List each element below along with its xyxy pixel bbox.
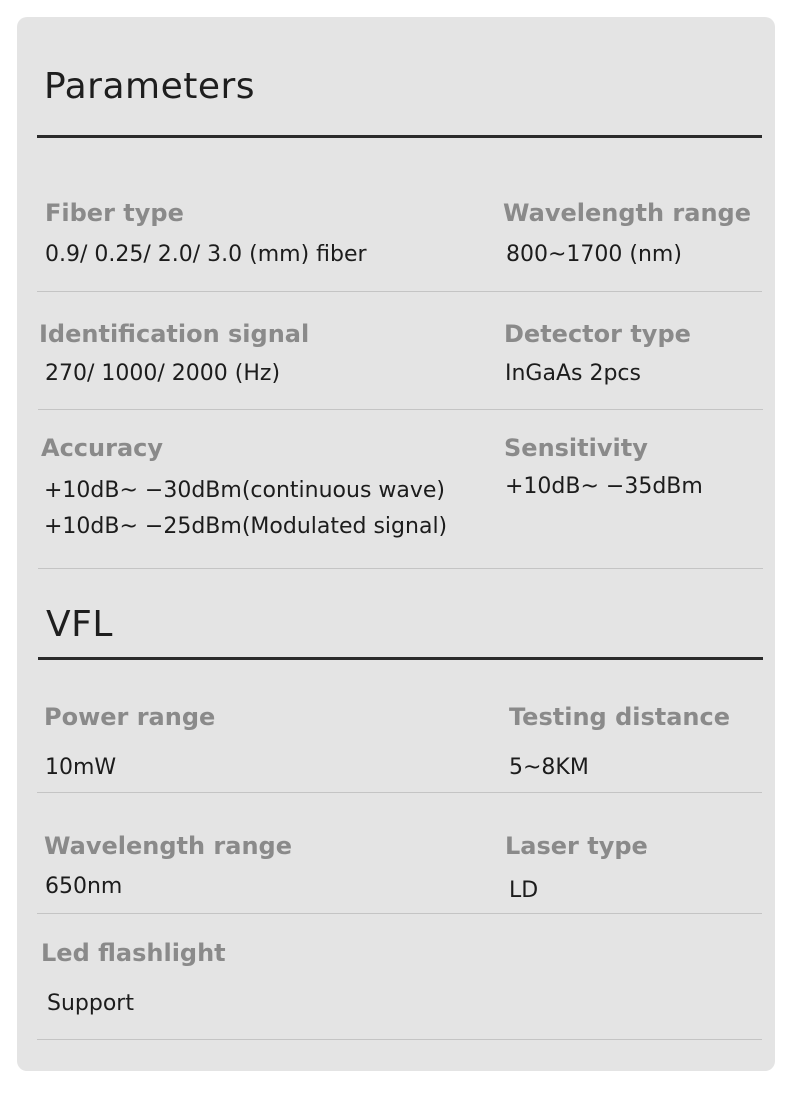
field-label-sensitivity: Sensitivity [504, 434, 648, 462]
field-value-led-flashlight: Support [47, 991, 134, 1016]
field-label-wavelength-range: Wavelength range [503, 199, 751, 227]
field-label-laser-type: Laser type [505, 832, 648, 860]
field-value-wavelength-range: 800~1700 (nm) [506, 242, 682, 267]
field-label-detector-type: Detector type [504, 320, 691, 348]
field-label-vfl-wavelength-range: Wavelength range [44, 832, 292, 860]
row-divider [37, 913, 762, 914]
row-divider [38, 568, 763, 569]
field-value-power-range: 10mW [45, 755, 117, 780]
row-divider [37, 1039, 762, 1040]
field-label-led-flashlight: Led flashlight [41, 939, 226, 967]
section-divider [37, 135, 762, 138]
field-value-identification-signal: 270/ 1000/ 2000 (Hz) [45, 361, 281, 386]
field-label-power-range: Power range [44, 703, 216, 731]
field-value-sensitivity: +10dB~ −35dBm [505, 474, 703, 499]
field-value-testing-distance: 5~8KM [509, 755, 589, 780]
field-value-detector-type: InGaAs 2pcs [505, 361, 641, 386]
field-value-laser-type: LD [509, 878, 539, 903]
field-value-accuracy-line-1: +10dB~ −30dBm(continuous wave) [44, 478, 446, 503]
field-value-vfl-wavelength-range: 650nm [45, 874, 123, 899]
row-divider [38, 409, 763, 410]
field-value-accuracy-line-2: +10dB~ −25dBm(Modulated signal) [44, 514, 448, 539]
section-title-vfl: VFL [46, 604, 113, 645]
row-divider [37, 792, 762, 793]
section-title-parameters: Parameters [44, 66, 256, 107]
field-label-fiber-type: Fiber type [45, 199, 184, 227]
field-label-testing-distance: Testing distance [509, 703, 731, 731]
section-divider [38, 657, 763, 660]
field-label-identification-signal: Identification signal [39, 320, 310, 348]
field-value-fiber-type: 0.9/ 0.25/ 2.0/ 3.0 (mm) fiber [45, 242, 367, 267]
row-divider [37, 291, 762, 292]
field-label-accuracy: Accuracy [41, 434, 164, 462]
